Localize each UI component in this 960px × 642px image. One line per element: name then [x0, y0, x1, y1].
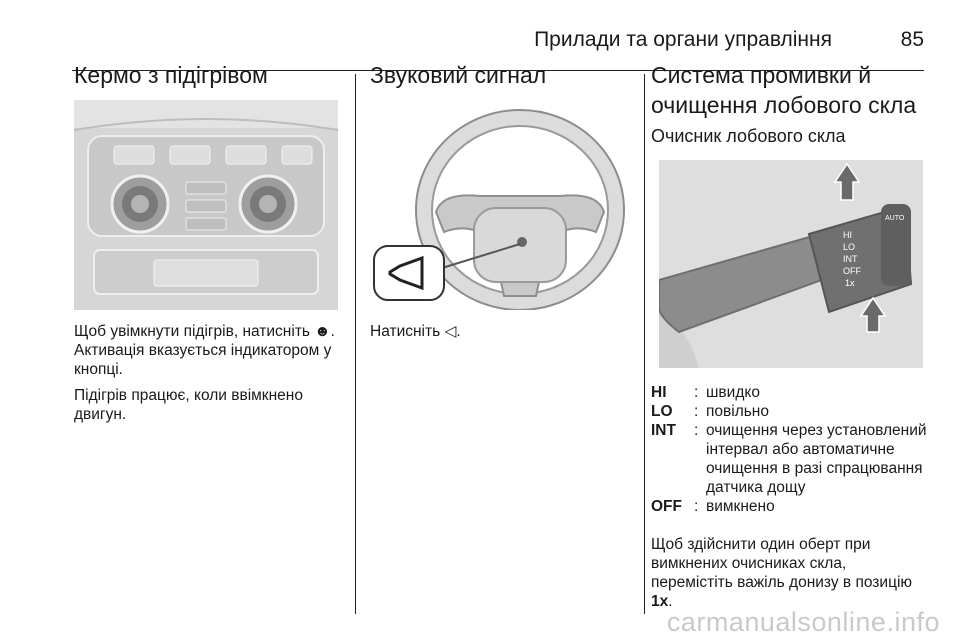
heated-steering-icon: ☻ [314, 323, 331, 340]
stalk-label-1x: 1x [845, 278, 855, 288]
section-heading: Кермо з підігрівом [74, 62, 268, 88]
page-header [72, 22, 924, 52]
wiper-positions-list [651, 383, 931, 516]
heated-steering-section [74, 60, 340, 423]
definition-row: OFF : вимкнено [651, 498, 775, 515]
definition-row: LO : повільно [651, 403, 769, 420]
stalk-label-auto: AUTO [885, 215, 905, 222]
stalk-label-int: INT [843, 254, 858, 264]
single-wipe-instruction: Щоб здійснити один оберт при вимкнених очисниках скла, перемістіть важіль донизу в позицію 1x. [651, 536, 913, 610]
column-divider [355, 74, 356, 614]
stalk-label-off: OFF [843, 266, 861, 276]
definition-row: HI : швидко [651, 384, 760, 401]
heated-steering-note: Підігрів працює, коли ввімкнено двигун. [74, 387, 303, 423]
horn-icon: ◁ [444, 323, 457, 340]
stalk-label-lo: LO [843, 242, 856, 252]
heated-steering-figure [74, 100, 338, 310]
definition-row: INT : очищення через установлений інтервал або автоматичне очищення в разі спрацювання датчика дощу [651, 422, 927, 496]
page-number: 85 [900, 28, 924, 51]
wiper-washer-section [651, 60, 931, 610]
stalk-label-hi: HI [843, 230, 852, 240]
horn-instruction: Натисніть ◁. [370, 323, 461, 340]
header-title: Прилади та органи управління [534, 28, 832, 51]
wiper-stalk-figure [659, 160, 923, 368]
single-wipe-position: 1x [651, 593, 669, 610]
column-divider [644, 74, 645, 614]
watermark: carmanualsonline.info [666, 607, 940, 637]
section-heading: Звуковий сигнал [370, 62, 547, 88]
wiper-subheading: Очисник лобового скла [651, 126, 846, 146]
horn-figure [370, 100, 634, 310]
section-heading: Система промивки й очищення лобового скла [651, 62, 917, 118]
horn-section [370, 60, 636, 340]
heated-steering-instruction: Щоб увімкнути підігрів, натисніть ☻. Активація вказується індикатором у кнопці. [74, 323, 335, 378]
